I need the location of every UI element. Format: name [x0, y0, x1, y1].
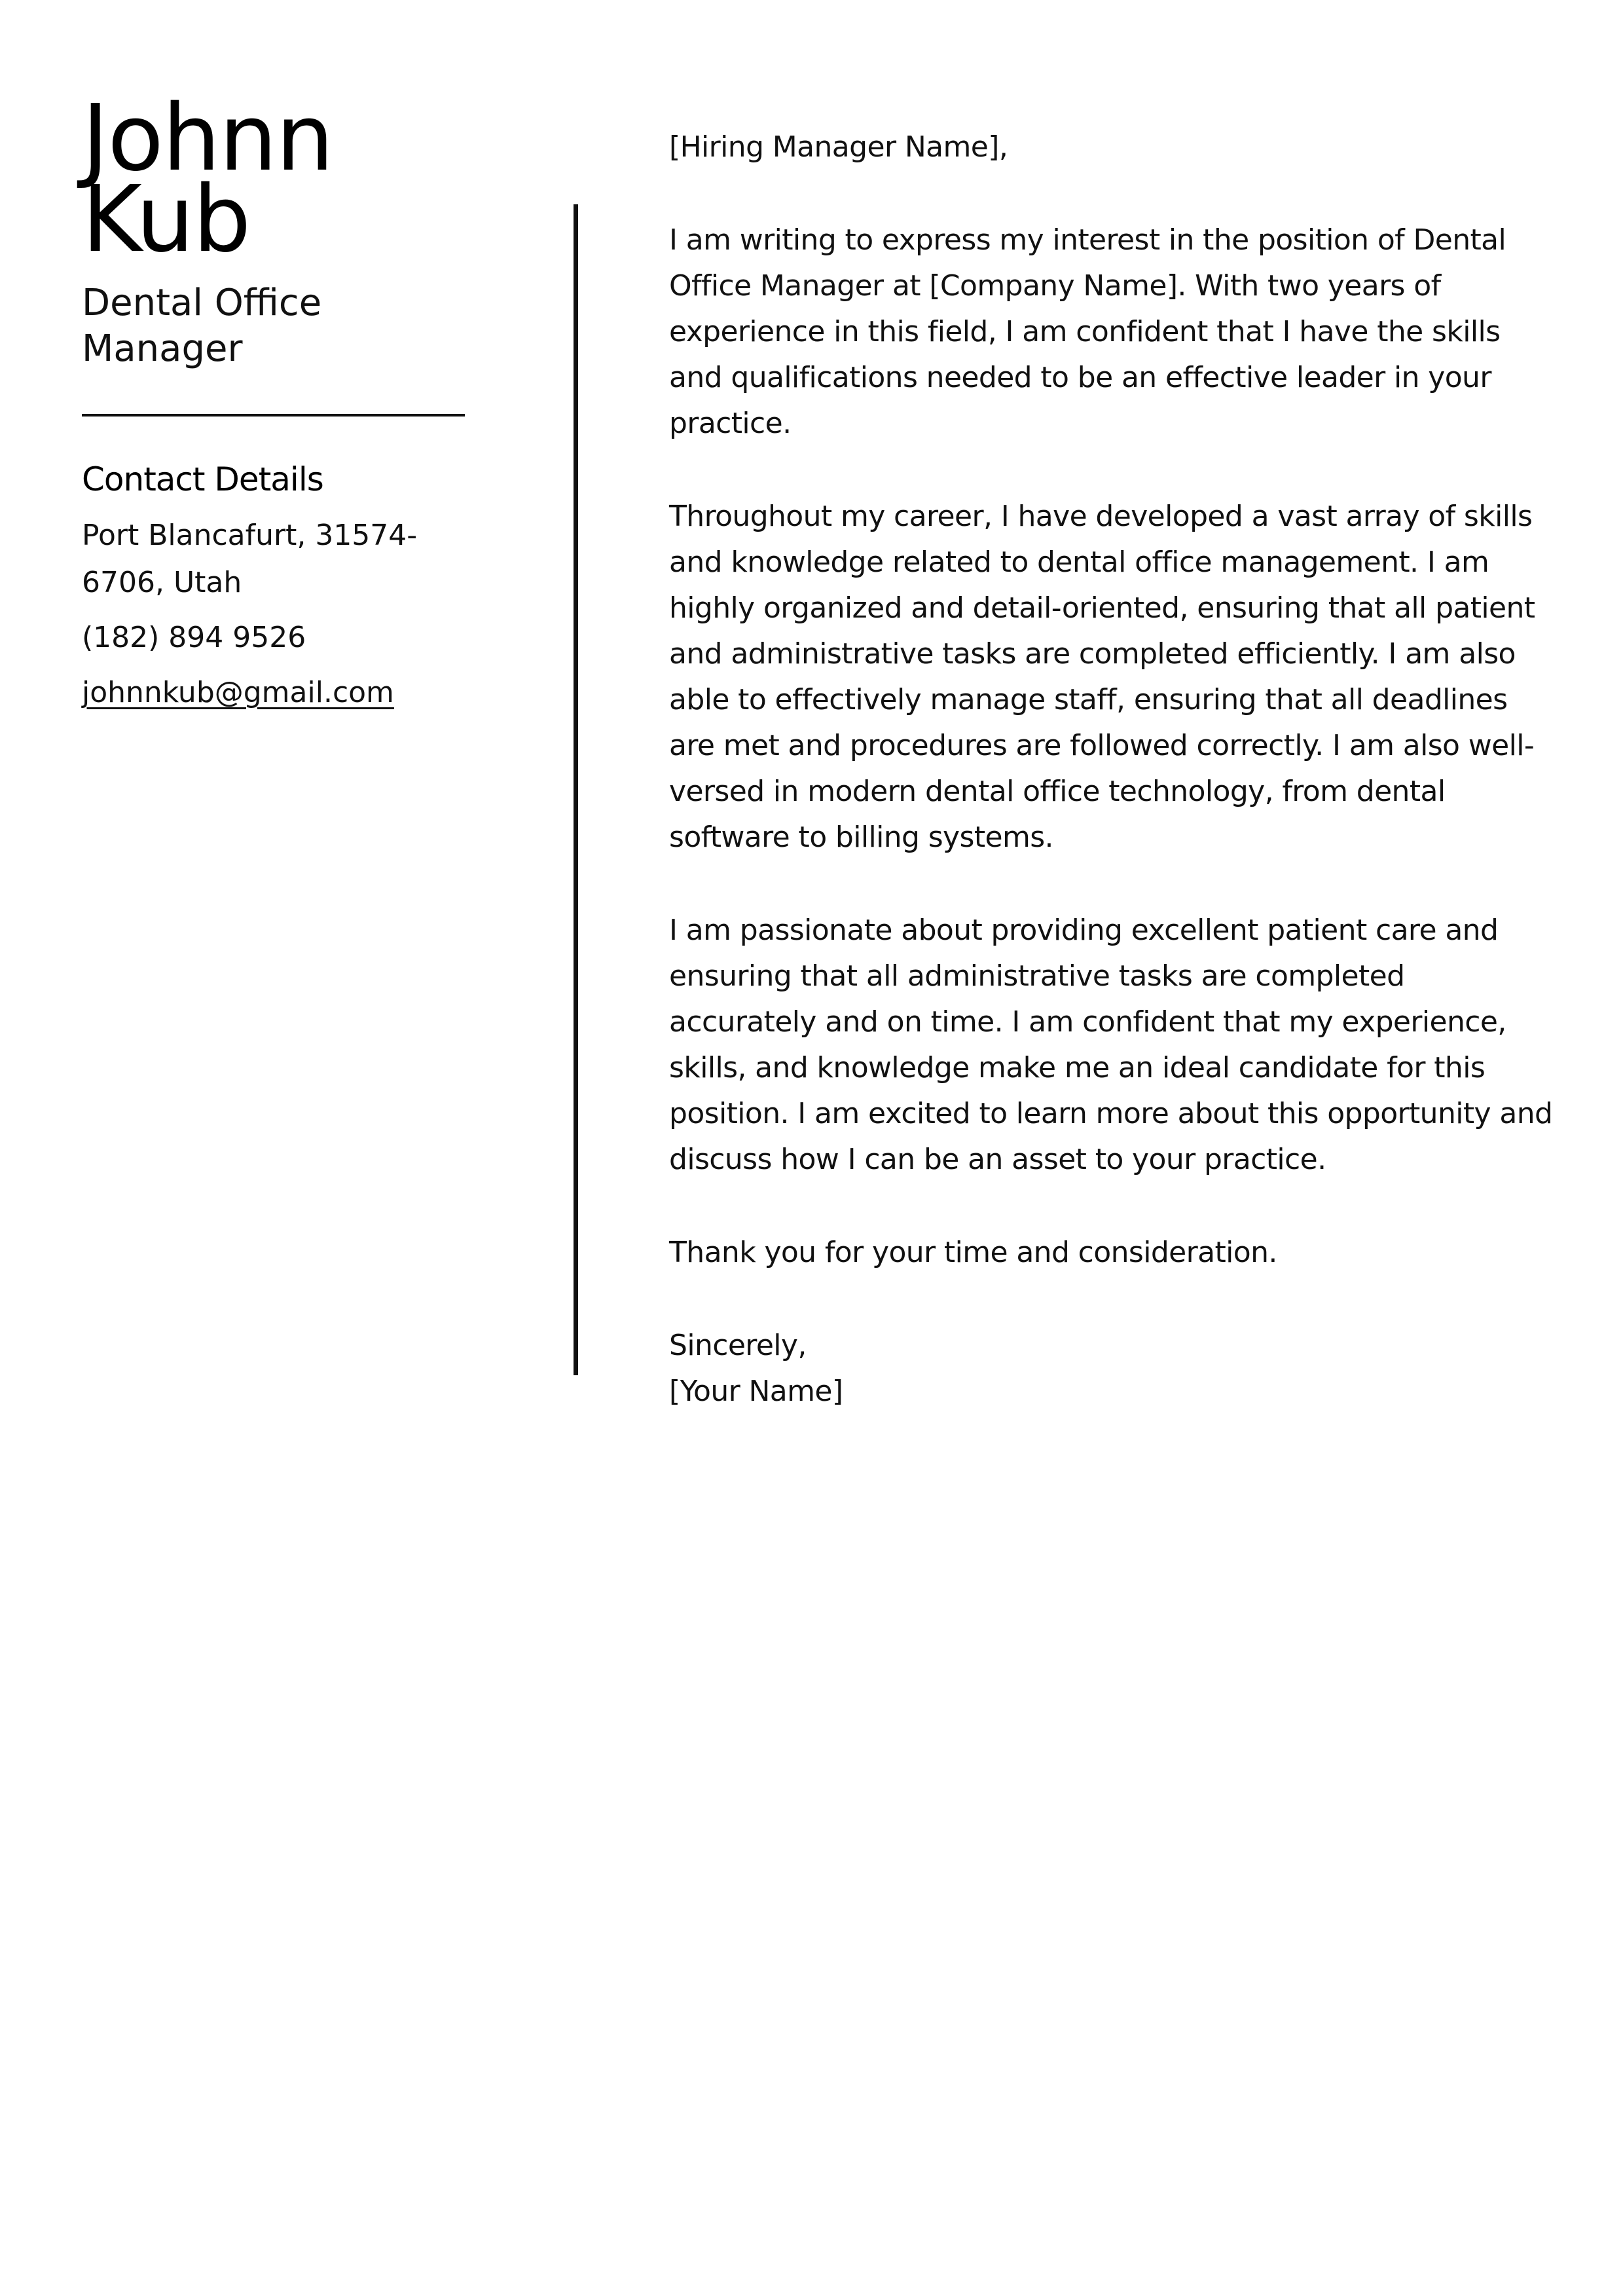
letter-paragraph-3: I am passionate about providing excellent patient care and ensuring that all administrative tasks are completed accurately and on time. I am confident that my experience, skills, and knowledge make me an ideal candidate for this position. I am excited to learn more about this opportunity and discuss how I can be an asset to your practice. — [669, 914, 1553, 1176]
contact-list — [82, 512, 488, 716]
contact-email-link[interactable]: johnnkub@gmail.com — [82, 676, 394, 709]
contact-phone: (182) 894 9526 — [82, 621, 306, 654]
job-title: Dental Office Manager — [82, 282, 322, 370]
candidate-name — [82, 85, 488, 273]
contact-address: Port Blancafurt, 31574-6706, Utah — [82, 519, 418, 599]
column-divider — [574, 204, 578, 1375]
last-name: Kub — [82, 166, 250, 273]
letter-closing-block — [669, 1323, 1559, 1415]
letter-paragraph-1: I am writing to express my interest in the position of Dental Office Manager at [Company Name]. With two years of experience in this field, I am confident that I have the skills and qualifications needed to be an effective leader in your practice. — [669, 223, 1506, 440]
letter-closing: Sincerely, — [669, 1329, 807, 1362]
first-name: Johnn — [82, 85, 333, 192]
contact-email-row — [82, 669, 488, 716]
contact-heading: Contact Details — [82, 460, 323, 498]
sidebar-divider — [82, 414, 465, 417]
letter-body — [669, 124, 1559, 1415]
letter-paragraph-4: Thank you for your time and consideration. — [669, 1236, 1277, 1269]
letter-paragraph-2: Throughout my career, I have developed a vast array of skills and knowledge related to dental office management. I am highly organized and detail-oriented, ensuring that all patient and administrative tasks are completed efficiently. I am also able to effectively manage staff, ensuring that all deadlines are met and procedures are followed correctly. I am also well-versed in modern dental office technology, from dental software to billing systems. — [669, 500, 1535, 854]
sidebar — [82, 85, 488, 716]
letter-signature: [Your Name] — [669, 1375, 843, 1408]
letter-salutation: [Hiring Manager Name], — [669, 130, 1008, 164]
